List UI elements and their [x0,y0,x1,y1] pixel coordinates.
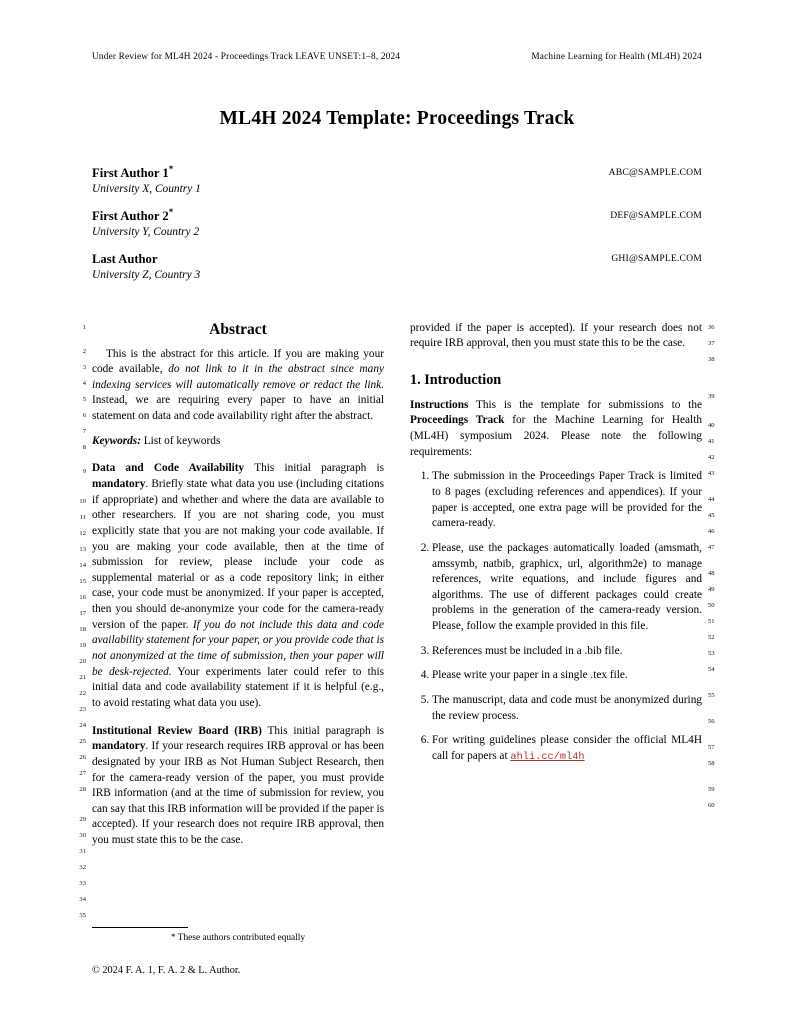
irb-runin-heading: Institutional Review Board (IRB) [92,724,262,737]
line-number: 31 [79,847,86,855]
irb-continued-paragraph: provided if the paper is accepted). If your research does not require IRB approval, then you must state this to be the case. [410,321,702,350]
line-number: 49 [708,585,715,593]
line-number: 51 [708,617,715,625]
data-code-text-1: This initial paragraph is [244,462,384,475]
line-number: 47 [708,543,715,551]
author-footnote-marker: * [168,164,174,174]
line-number: 50 [708,601,715,609]
keywords-value: List of keywords [143,434,221,447]
instructions-runin-heading: Instructions [410,398,469,411]
line-number: 54 [708,665,715,673]
running-head-right: Machine Learning for Health (ML4H) 2024 [531,52,702,62]
footnote-rule [92,927,188,928]
line-number: 60 [708,801,715,809]
line-number: 8 [82,443,86,451]
author-affiliation: University Z, Country 3 [92,269,201,282]
list-item: 4. Please write your paper in a single .tex file. [432,668,702,684]
data-code-availability-paragraph [92,461,384,711]
abstract-text-2: Instead, we are requiring every paper to have an initial statement on data and code availability right after the abstract. [92,394,384,423]
line-number: 40 [708,421,715,429]
line-number: 2 [82,347,86,355]
line-number: 45 [708,511,715,519]
instructions-text-2: for the Machine Learning for Health (ML4H) symposium 2024. Please note the following requirements: [410,414,702,458]
line-number: 5 [82,395,86,403]
line-number: 22 [79,689,86,697]
line-number: 1 [82,323,86,331]
line-number: 46 [708,527,715,535]
section-heading-introduction: 1. Introduction [410,371,502,388]
author-affiliation: University Y, Country 2 [92,226,200,239]
abstract-text-italic: do not link to it in the abstract since many indexing services will automatically remove or redact the link. [92,363,384,391]
line-number: 36 [708,323,715,331]
author-row [92,207,702,239]
author-email: GHI@SAMPLE.COM [611,253,702,265]
line-number: 53 [708,649,715,657]
author-affiliation: University X, Country 1 [92,182,201,195]
list-item: 2. Please, use the packages automatically loaded (amsmath, amssymb, natbib, graphicx, url, algorithm2e) to manage references, write equations, and include figures and algorithms. The use of different packages could create problems in the generation of the camera-ready version. Please, follow the example provided in this file. [432,541,702,635]
line-number: 39 [708,392,715,400]
author-block [92,207,199,239]
line-number: 32 [79,863,86,871]
author-row [92,164,702,196]
line-number: 13 [79,545,86,553]
author-email: DEF@SAMPLE.COM [610,210,702,222]
data-code-text-3: Your experiments later could refer to this initial data and code availability statement if it is helpful (e.g., to avoid restating what data you use). [92,665,384,709]
irb-bold-1: mandatory [92,740,146,753]
irb-text-1: This initial paragraph is [261,724,384,737]
line-number: 15 [79,577,86,585]
line-number: 41 [708,437,715,445]
author-name [92,250,200,268]
line-number: 10 [79,497,86,505]
author-block [92,164,201,196]
author-name [92,164,201,182]
line-number: 43 [708,469,715,477]
line-number: 20 [79,657,86,665]
author-email: ABC@SAMPLE.COM [608,167,702,178]
line-number: 57 [708,743,715,751]
footnote-area [92,927,384,976]
running-head [92,52,702,62]
line-number: 44 [708,495,715,503]
line-number: 58 [708,759,715,767]
list-item: 3. References must be included in a .bib file. [432,644,702,660]
line-number: 27 [79,769,86,777]
column-left [79,320,385,919]
list-item: 1. The submission in the Proceedings Paper Track is limited to 8 pages (excluding references and appendices). If your paper is accepted, one extra page will be provided for the camera-ready. [432,469,702,532]
abstract-heading: Abstract [209,320,267,338]
author-list [92,164,702,283]
line-number: 17 [79,609,86,617]
author-name-text: First Author 2 [92,209,169,224]
line-number: 3 [82,363,86,371]
list-item: 5. The manuscript, data and code must be anonymized during the review process. [432,693,702,724]
line-number: 11 [79,513,86,521]
ml4h-cfp-link[interactable]: ahli.cc/ml4h [510,750,585,763]
line-number: 38 [708,355,715,363]
author-footnote-marker: * [168,207,174,218]
requirements-list [410,469,702,764]
line-number: 30 [79,831,86,839]
page-title: ML4H 2024 Template: Proceedings Track [219,108,575,129]
line-number: 14 [79,561,86,569]
line-number: 33 [79,879,86,887]
line-number: 6 [82,411,86,419]
line-number: 37 [708,339,715,347]
line-number: 59 [708,785,715,793]
author-block [92,250,200,282]
line-number: 48 [708,569,715,577]
instructions-paragraph [410,398,702,461]
data-code-text-2: . Briefly state what data you use (including citations if appropriate) and whether and where the data are available to other researchers. If you are not sharing code, you must explicitly state that you are not making your code available. If you are making your code available, then at the time of submission for review, please include your code as supplemental material or as a code repository link; in either case, your code must be anonymized. If your paper is accepted, then you should de-anonymize your code for the camera-ready version of the paper. [92,478,384,631]
line-number: 18 [79,625,86,633]
line-number: 26 [79,753,86,761]
irb-paragraph [92,724,384,849]
copyright-line: © 2024 F. A. 1, F. A. 2 & L. Author. [92,965,241,976]
line-number: 19 [79,641,86,649]
list-item [432,733,702,764]
line-number: 34 [79,895,86,903]
line-number: 21 [79,673,86,681]
line-number: 24 [79,721,86,729]
line-number: 28 [79,785,86,793]
data-code-italic-1: If you do not include this data and code availability statement for your paper, or you provide code that is not anonymized at the time of submission, then your paper will be desk-rejected. [92,618,385,678]
line-number: 7 [82,427,86,435]
author-name-text: First Author 1 [92,166,169,181]
irb-text-2: . If your research requires IRB approval or has been designated by your IRB as Not Human Subject Research, then for the camera-ready version of the paper, you must provide IRB information (and at the time of submission for review, you can say that this IRB information will be provided if the paper is accepted). If your research does not require IRB approval, then you must state this to be the case. [92,740,384,847]
data-code-bold-1: mandatory [92,478,146,490]
line-number: 4 [82,379,86,387]
line-number: 52 [708,633,715,641]
abstract-text-1: This is the abstract for this article. If you are making your code available, [92,347,384,376]
line-number: 42 [708,453,715,461]
instructions-bold-1: Proceedings Track [410,414,505,427]
line-number: 23 [79,705,86,713]
line-number: 16 [79,593,86,601]
author-name-text: Last Author [92,252,158,267]
line-number: 29 [79,815,86,823]
line-number: 55 [708,691,715,699]
author-name [92,207,199,225]
footnote-text: * These authors contributed equally [170,933,306,943]
line-number: 25 [79,737,86,745]
keywords-label: Keywords: [92,434,141,447]
abstract-paragraph [92,347,384,425]
keywords-line [92,434,384,450]
line-number: 9 [82,467,86,475]
author-row [92,250,702,282]
list-item-text: For writing guidelines please consider the official ML4H call for papers at [432,734,702,762]
body-columns [79,320,715,919]
column-right [410,321,715,849]
line-number: 12 [79,529,86,537]
line-number: 35 [79,911,86,919]
data-code-runin-heading: Data and Code Availability [92,462,245,475]
line-number: 56 [708,717,715,725]
instructions-text-1: This is the template for submissions to the [468,398,702,411]
running-head-left: Under Review for ML4H 2024 - Proceedings Track LEAVE UNSET:1–8, 2024 [92,52,401,62]
